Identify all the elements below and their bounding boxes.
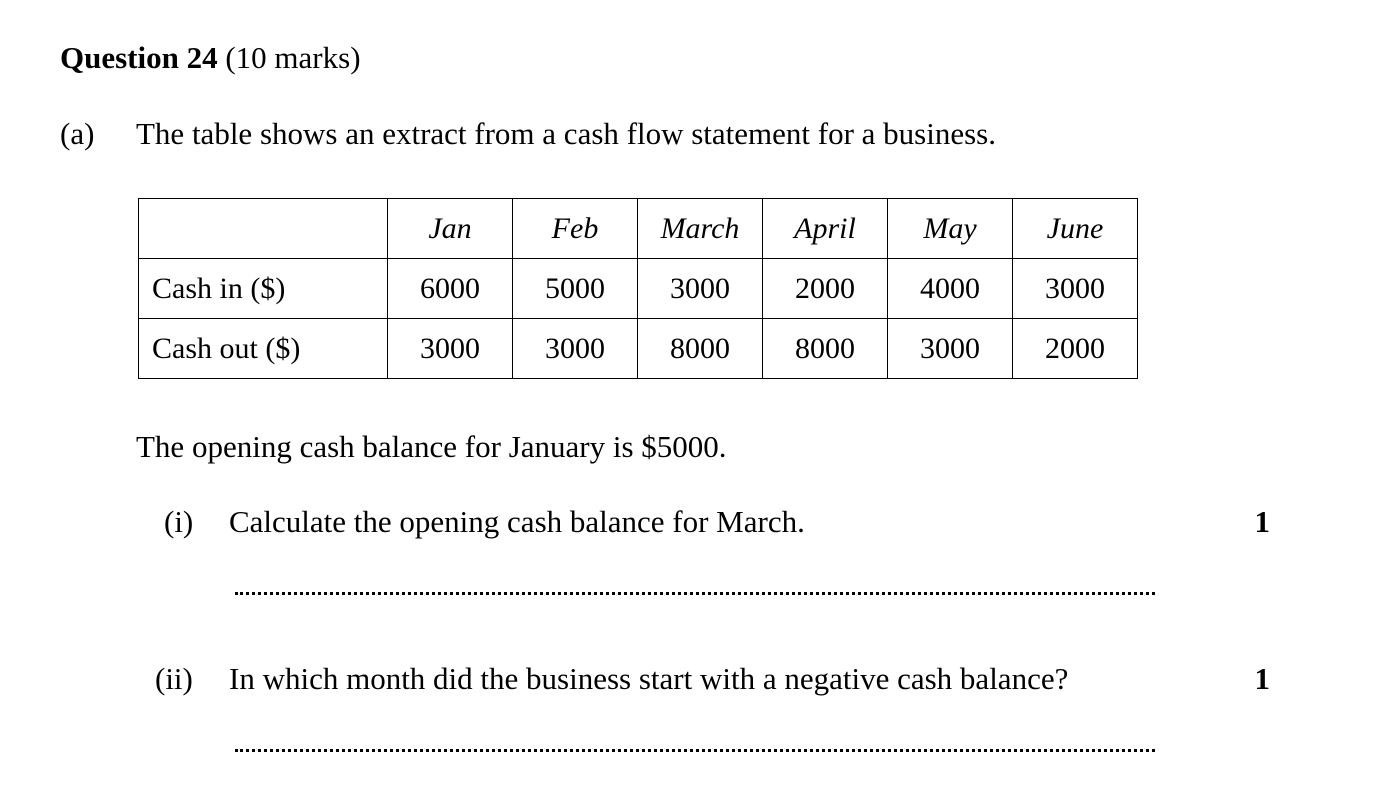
table-cell: 3000: [513, 319, 638, 379]
cash-flow-table: [138, 198, 1138, 379]
table-cell: 3000: [388, 319, 513, 379]
month-header-april: April: [763, 199, 888, 259]
question-header: [60, 38, 361, 78]
table-cell: 4000: [888, 259, 1013, 319]
subquestion-i-marks: 1: [1254, 504, 1270, 539]
table-row-cash-out: [139, 319, 1138, 379]
subquestion-i-text: Calculate the opening cash balance for March.: [229, 504, 805, 539]
month-header-march: March: [638, 199, 763, 259]
part-a-text: The table shows an extract from a cash flow statement for a business.: [136, 116, 996, 151]
table-cell: 8000: [763, 319, 888, 379]
row-label-cash-in: Cash in ($): [139, 259, 388, 319]
subquestion-ii-marks: 1: [1254, 661, 1270, 696]
table-cell: 6000: [388, 259, 513, 319]
month-header-jan: Jan: [388, 199, 513, 259]
subquestion-ii-text: In which month did the business start with a negative cash balance?: [229, 661, 1069, 696]
row-label-cash-out: Cash out ($): [139, 319, 388, 379]
answer-line-ii[interactable]: [235, 749, 1155, 752]
table-cell: 2000: [1013, 319, 1138, 379]
question-marks: (10 marks): [225, 40, 361, 75]
question-title: Question 24: [60, 40, 218, 75]
table-cell: 2000: [763, 259, 888, 319]
table-corner-cell: [139, 199, 388, 259]
answer-line-i[interactable]: [235, 592, 1155, 595]
subquestion-i-label: (i): [164, 504, 194, 539]
opening-balance-text: The opening cash balance for January is $5000.: [136, 429, 727, 464]
part-a-label: (a): [60, 116, 95, 151]
table-cell: 8000: [638, 319, 763, 379]
month-header-may: May: [888, 199, 1013, 259]
table-cell: 5000: [513, 259, 638, 319]
month-header-june: June: [1013, 199, 1138, 259]
table-cell: 3000: [888, 319, 1013, 379]
table-header-row: [139, 199, 1138, 259]
table-cell: 3000: [638, 259, 763, 319]
month-header-feb: Feb: [513, 199, 638, 259]
table-row-cash-in: [139, 259, 1138, 319]
table-cell: 3000: [1013, 259, 1138, 319]
subquestion-ii-label: (ii): [155, 661, 193, 696]
